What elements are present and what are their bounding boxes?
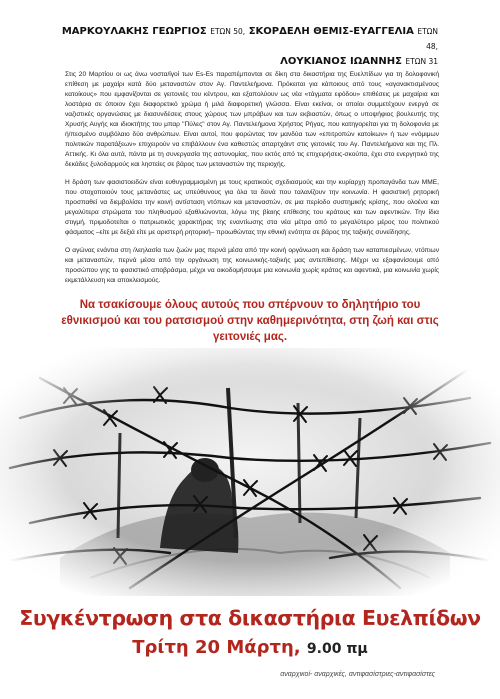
paragraph-2: Η δράση των φασιστοειδών είναι ευθυγραμμισμένη με τους κρατικούς σχεδιασμούς και την κυρίαρχη προπαγάνδα των ΜΜΕ, που στοχοποιούν τους μετανάστες ως υπεύθυνους για όλα τα δεινά που ταλανίζουν την κοινωνία. Η φασιστική ρητορική προσπαθεί να διεμβολίσει την κοινή αντίσταση ντόπιων και μεταναστών, σε μια περίοδο συστημικής κρίσης, που ολοένα και μεγαλύτερα στρώματα του πληθυσμού εξαθλιώνονται, λόγω της βίαιης επίθεσης του κράτους και των αφεντικών. Την ίδια στιγμή, πριμοδοτείται ο πατριωτικός χαρακτήρας της εναντίωσης στα νέα μέτρα από το μεγαλύτερο μέρος του πολιτικού φάσματος –είτε με δεξιά είτε με αριστερή ρητορική– προωθώντας την εθνική ενότητα σε βάρος της ταξικής συνείδησης. xyxy=(65,179,439,236)
event-date-time xyxy=(0,637,500,658)
defendant-name: ΣΚΟΡΔΕΛΗ ΘΕΜΙΣ-ΕΥΑΓΓΕΛΙΑ xyxy=(248,26,414,37)
defendant-name: ΛΟΥΚΙΑΝΟΣ ΙΩΑΝΝΗΣ xyxy=(280,56,402,67)
paragraph-1: Στις 20 Μαρτίου οι ως άνω νοστα/ίγοί των Es-Es παραπέμπονται σε δίκη στα δικαστήρια της Ευελπίδων για τη δολοφονική επίθεση με μαχαίρι κατά δύο μεταναστών στον Αγ. Παντελεήμονα. Πρόκειται για κάποιους από τους «αγανακτισμένους κατοίκους» που εμφανίζονται σε γειτονιές του κέντρου, και εξαπολύουν ως νέα «τάγματα εφόδου» επιθέσεις με μαχαίρια και λοστάρια σε όποιον έχει διαφορετικό χρώμα ή μιλά διαφορετική γλώσσα. Είναι εκείνοι, οι οποίοι συμμετέχουν ενεργά σε ναζιστικές οργανώσεις με διασυνδέσεις στους χώρους των μπράβων και των εκβιαστών, όπως ο υποψήφιος βουλευτής της Χρυσής Αυγής και ιδιοκτήτης του μπαρ "Πύλες" στον Αγ. Παντελεήμονα Χρήστος Ρήγας, που κατηγορείται για τη δολοφονία με ή/πεσμένο συμβόλαιο δύο ανθρώπων. Είναι αυτοί, που φορώντας τον μανδύα των «επιτροπών κατοίκων» ή των «νόμιμων πολιτικών παρατάξεων» επιχειρούν να επιβάλλουν ένα καθεστώς απαρτχάιντ στις γειτονιές του Αγ. Παντελεήμονα και της Πλ. Αττικής. Κι όλα αυτά, πάντα με τη συνεργασία της αστυνομίας, που εκτός από τις επιχειρήσεις-σκούπα, έχει στο ενεργητικό της δεκάδες ξυλοδαρμούς και ληστείες σε βάρος των μεταναστών της περιοχής. xyxy=(65,71,439,168)
body-text xyxy=(65,70,439,294)
paragraph-3: Ο αγώνας ενάντια στη /λεηλασία των ζωών μας περνά μέσα από την κοινή οργάνωση και δράση των καταπιεσμένων, ντόπιων και μεταναστών, περνά μέσα από την οργάνωση της κοινωνικής-ταξικής μας αντεπίθεσης. Μέχρι να εξαφανίσουμε από προσώπου γης το φασιστικό αποβράσμα, μέχρι να οικοδομήσουμε μια κοινωνία χωρίς κράτος και αφεντικά, μια κοινωνία χωρίς εκμετάλλευση και αποκλεισμούς. xyxy=(65,247,439,284)
event-title: Συγκέντρωση στα δικαστήρια Ευελπίδων xyxy=(19,606,481,630)
event-time: 9.00 πμ xyxy=(306,641,368,657)
defendant-age: ΕΤΩΝ 31 xyxy=(405,57,438,66)
slogan: Να τσακίσουμε όλους αυτούς που σπέρνουν το δηλητήριο του εθνικισμού και του ρατσισμού στην καθημερινότητα, στη ζωή και στις γειτονιές μας. xyxy=(61,299,439,343)
barbed-wire-fence-photo xyxy=(0,348,500,596)
header-line-2 xyxy=(60,54,438,69)
signature: αναρχικοί- αναρχικές, αντιφασίστριες-αντιφασίστες xyxy=(280,671,435,678)
defendants-header xyxy=(60,24,438,69)
header-line-1 xyxy=(60,24,438,54)
defendant-age: ΕΤΩΝ 48, xyxy=(417,27,438,51)
event-day: Τρίτη 20 Μάρτη, xyxy=(132,637,301,658)
defendant-age: ΕΤΩΝ 50, xyxy=(210,27,246,36)
defendant-name: ΜΑΡΚΟΥΛΑΚΗΣ ΓΕΩΡΓΙΟΣ xyxy=(61,26,207,37)
